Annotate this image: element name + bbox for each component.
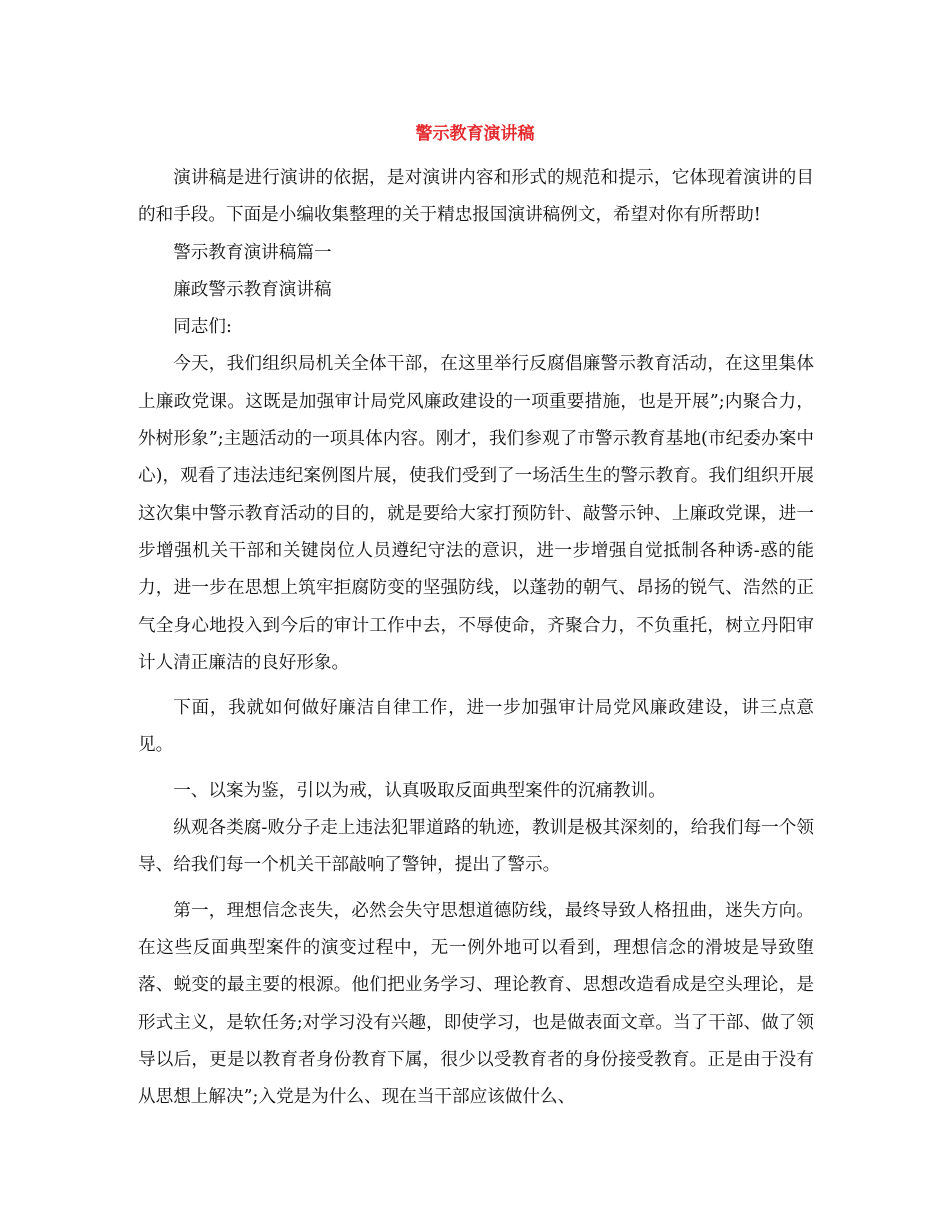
- section-heading: 警示教育演讲稿篇一: [173, 242, 332, 263]
- intro-paragraph: 演讲稿是进行演讲的依据，是对演讲内容和形式的规范和提示，它体现着演讲的目的和手段。下面是小编收集整理的关于精忠报国演讲稿例文，希望对你有所帮助!: [138, 168, 814, 226]
- speech-title: 廉政警示教育演讲稿: [173, 279, 332, 300]
- body-paragraph: 第一，理想信念丧失，必然会失守思想道德防线，最终导致人格扭曲，迷失方向。在这些反面典型案件的演变过程中，无一例外地可以看到，理想信念的滑坡是导致堕落、蜕变的最主要的根源。他们把业务学习、理论教育、思想改造看成是空头理论，是形式主义，是软任务;对学习没有兴趣，即使学习，也是做表面文章。当了干部、做了领导以后，更是以教育者身份教育下属，很少以受教育者的身份接受教育。正是由于没有从思想上解决”;入党是为什么、现在当干部应该做什么、: [138, 900, 814, 1108]
- body-paragraph: 纵观各类腐-败分子走上违法犯罪道路的轨迹，教训是极其深刻的，给我们每一个领导、给我们每一个机关干部敲响了警钟，提出了警示。: [138, 818, 814, 876]
- document-body: [138, 160, 814, 1116]
- body-paragraph: 今天，我们组织局机关全体干部，在这里举行反腐倡廉警示教育活动，在这里集体上廉政党课。这既是加强审计局党风廉政建设的一项重要措施，也是开展”;内聚合力，外树形象”;主题活动的一项具体内容。刚才，我们参观了市警示教育基地(市纪委办案中心)，观看了违法违纪案例图片展，使我们受到了一场活生生的警示教育。我们组织开展这次集中警示教育活动的目的，就是要给大家打预防针、敲警示钟、上廉政党课，进一步增强机关干部和关键岗位人员遵纪守法的意识，进一步增强自觉抵制各种诱-惑的能力，进一步在思想上筑牢拒腐防变的坚强防线，以蓬勃的朝气、昂扬的锐气、浩然的正气全身心地投入到今后的审计工作中去，不辱使命，齐聚合力，不负重托，树立丹阳审计人清正廉洁的良好形象。: [138, 354, 814, 673]
- document-title: 警示教育演讲稿: [415, 124, 535, 144]
- body-paragraph: 下面，我就如何做好廉洁自律工作，进一步加强审计局党风廉政建设，讲三点意见。: [138, 698, 814, 756]
- salutation: 同志们:: [173, 317, 232, 338]
- point-heading: 一、以案为鉴，引以为戒，认真吸取反面典型案件的沉痛教训。: [173, 780, 666, 801]
